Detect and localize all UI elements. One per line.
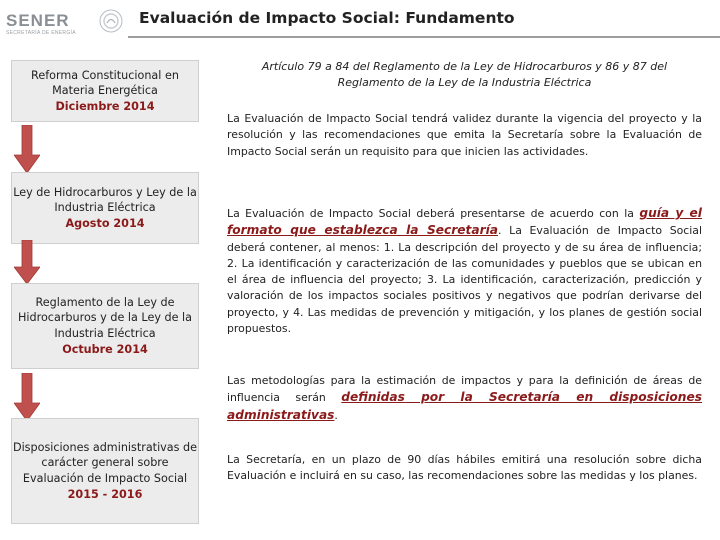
timeline-box-4 bbox=[11, 418, 199, 524]
header bbox=[0, 0, 720, 42]
timeline-box-2 bbox=[11, 172, 199, 244]
article-heading: Artículo 79 a 84 del Reglamento de la Ley de Hidrocarburos y 86 y 87 del Reglamento de la Ley de la Industria Eléctrica bbox=[261, 60, 668, 89]
p2-end: . La Evaluación de Impacto Social deberá contener, al menos: 1. La descripción del proyecto y de su área de influencia; 2. La identificación y caracterización de las comunidades y pueblos que se ubican en el área de influencia del proyecto; 3. La identificación, caracterización, predicción y valoración de los impactos sociales positivos y negativos que podrían derivarse del proyecto, y 4. Las medidas de prevención y mitigación, y los planes de gestión social propuestos. bbox=[227, 224, 702, 336]
timeline-label: Reglamento de la Ley de Hidrocarburos y de la Ley de la Industria Eléctrica bbox=[17, 295, 193, 340]
down-arrow-icon bbox=[14, 240, 40, 284]
p2-start: La Evaluación de Impacto Social deberá presentarse de acuerdo con la bbox=[227, 207, 640, 220]
paragraph-contents bbox=[227, 205, 702, 337]
timeline-date: Diciembre 2014 bbox=[55, 99, 155, 113]
timeline-label: Ley de Hidrocarburos y Ley de la Industria Eléctrica bbox=[13, 185, 197, 215]
logo-subtext: SECRETARÍA DE ENERGÍA bbox=[6, 30, 76, 36]
logo-text: SENER bbox=[6, 11, 70, 30]
p3-start: Las metodologías para la estimación de impactos y para la definición de áreas de influencia serán bbox=[227, 374, 702, 405]
guide-format-emphasis: guía y el formato que establezca la Secretaría bbox=[227, 206, 702, 238]
page-title: Evaluación de Impacto Social: Fundamento bbox=[139, 9, 515, 27]
timeline-date: 2015 - 2016 bbox=[67, 487, 143, 501]
administrative-provisions-emphasis: definidas por la Secretaría en disposiciones administrativas bbox=[227, 390, 702, 422]
title-divider bbox=[128, 36, 720, 38]
mexico-seal-icon bbox=[98, 8, 124, 34]
paragraph-resolution: La Secretaría, en un plazo de 90 días hábiles emitirá una resolución sobre dicha Evaluación e incluirá en su caso, las recomendaciones sobre las medidas y los planes. bbox=[227, 453, 702, 483]
down-arrow-icon bbox=[14, 125, 40, 173]
paragraph-methodologies bbox=[227, 373, 702, 424]
timeline-box-1 bbox=[11, 60, 199, 122]
timeline-date: Agosto 2014 bbox=[65, 216, 145, 230]
sener-logo bbox=[6, 8, 126, 38]
paragraph-validity: La Evaluación de Impacto Social tendrá validez durante la vigencia del proyecto y la resolución y las recomendaciones que emita la Secretaría sobre la Evaluación de Impacto Social serán un requisito para que inicien las actividades. bbox=[227, 112, 702, 158]
timeline-label: Reforma Constitucional en Materia Energética bbox=[31, 68, 179, 98]
p3-end: . bbox=[334, 408, 338, 422]
timeline-box-3 bbox=[11, 283, 199, 369]
down-arrow-icon bbox=[14, 373, 40, 421]
timeline-date: Octubre 2014 bbox=[62, 342, 148, 356]
timeline-label: Disposiciones administrativas de carácter general sobre Evaluación de Impacto Social bbox=[12, 440, 198, 485]
